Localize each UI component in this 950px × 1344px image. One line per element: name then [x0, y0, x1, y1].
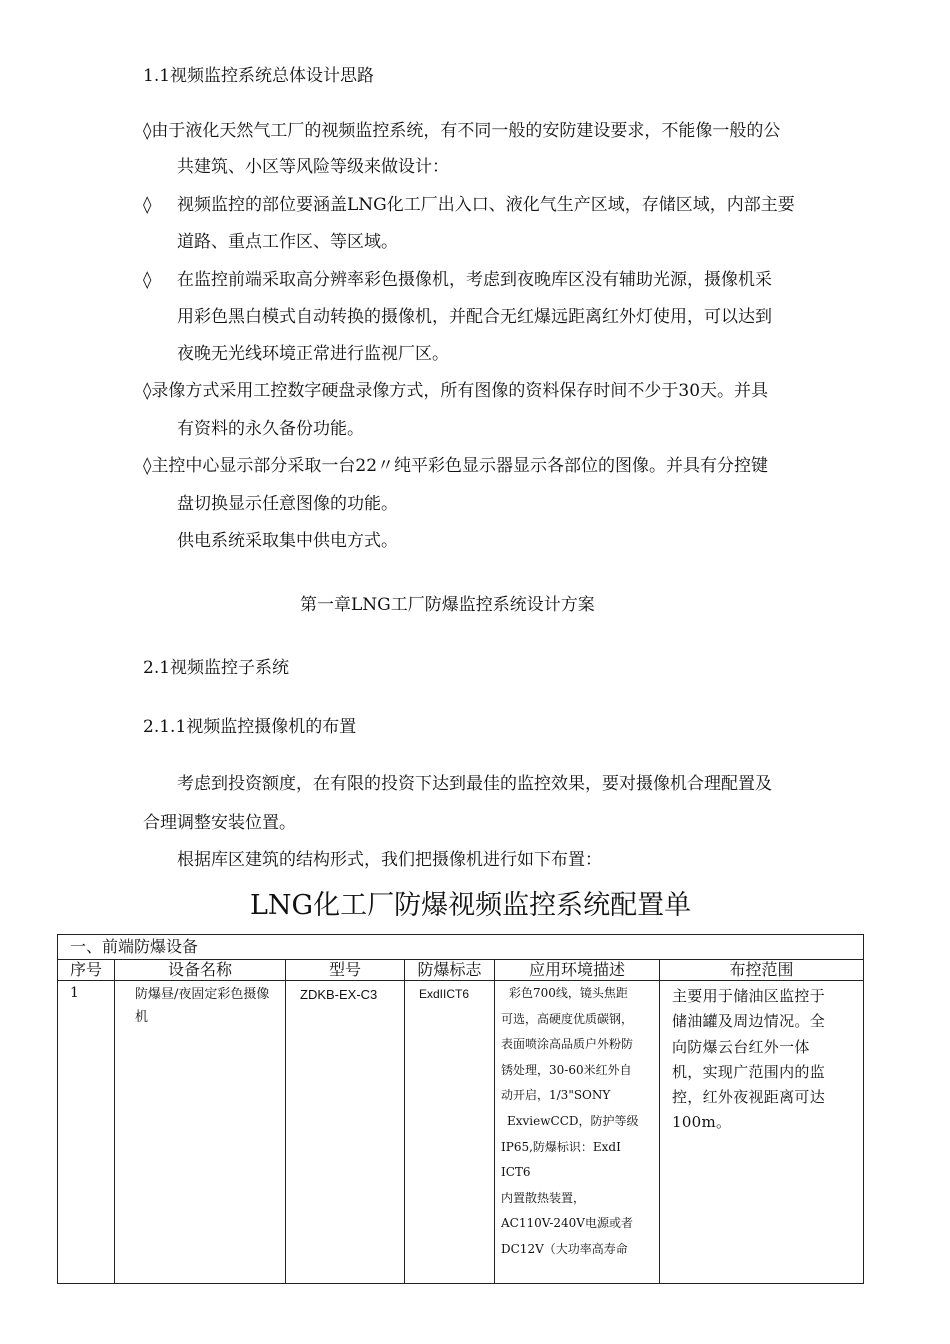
- bullet-diamond-icon: ◊: [143, 456, 152, 476]
- env-line: 内置散热装置，: [501, 1190, 586, 1205]
- power-supply-line: 供电系统采取集中供电方式。: [177, 531, 398, 551]
- env-line: 可选，高硬度优质碳钢，: [501, 1011, 634, 1026]
- paragraph-1: 考虑到投资额度，在有限的投资下达到最佳的监控效果，要对摄像机合理配置及: [177, 774, 772, 794]
- table-row: [58, 981, 864, 1284]
- device-name-line: 防爆昼/夜固定彩色摄像: [135, 987, 270, 1002]
- range-line: 100m。: [672, 1113, 732, 1132]
- env-line: IP65,防爆标识：ExdI: [501, 1139, 621, 1154]
- bullet-item-1: [143, 121, 780, 141]
- bullet-diamond-icon: ◊: [143, 195, 152, 215]
- bullet-item-2-cont: 道路、重点工作区、等区域。: [177, 232, 398, 252]
- column-header-range: 布控范围: [660, 960, 864, 981]
- cell-model: ZDKB-EX-C3: [286, 981, 405, 1284]
- bullet-item-4-cont: 有资料的永久备份功能。: [177, 419, 364, 439]
- range-line: 控，红外夜视距离可达: [672, 1088, 826, 1107]
- bullet-item-1-cont: 共建筑、小区等风险等级来做设计：: [177, 157, 449, 177]
- column-header-mark: 防爆标志: [405, 960, 495, 981]
- bullet-text-line: 录像方式采用工控数字硬盘录像方式，所有图像的资料保存时间不少于30天。并具: [151, 381, 769, 401]
- bullet-text-line: 主控中心显示部分采取一台22〃纯平彩色显示器显示各部位的图像。并具有分控键: [151, 456, 769, 476]
- device-name-line: 机: [135, 1010, 149, 1025]
- column-header-seq: 序号: [58, 960, 115, 981]
- bullet-diamond-icon: ◊: [143, 121, 152, 141]
- column-header-name: 设备名称: [115, 960, 286, 981]
- env-line: 彩色700线，镜头焦距: [509, 986, 628, 1000]
- cell-device-name: [115, 981, 286, 1284]
- env-line: ExviewCCD，防护等级: [507, 1113, 639, 1128]
- column-header-model: 型号: [286, 960, 405, 981]
- bullet-item-2: 视频监控的部位要涵盖LNG化工厂出入口、液化气生产区域，存储区域，内部主要: [177, 195, 795, 215]
- env-line: AC110V-240V电源或者: [501, 1216, 633, 1231]
- range-line: 主要用于储油区监控于: [672, 987, 826, 1005]
- table-title: LNG化工厂防爆视频监控系统配置单: [250, 890, 692, 921]
- range-line: 储油罐及周边情况。全: [672, 1012, 826, 1031]
- section-heading-2-1-1: 2.1.1视频监控摄像机的布置: [143, 717, 357, 737]
- paragraph-1-cont: 合理调整安装位置。: [143, 813, 296, 833]
- table-section-row: [58, 935, 864, 960]
- chapter-title: 第一章LNG工厂防爆监控系统设计方案: [300, 595, 595, 615]
- table-header-row: [58, 960, 864, 981]
- bullet-item-4: [143, 381, 768, 401]
- env-line: 表面喷涂高品质户外粉防: [501, 1037, 634, 1052]
- section-heading-1-1: 1.1视频监控系统总体设计思路: [143, 66, 375, 86]
- bullet-text-line: 由于液化天然气工厂的视频监控系统，有不同一般的安防建设要求，不能像一般的公: [151, 121, 781, 141]
- cell-environment: [495, 981, 660, 1284]
- bullet-item-3-cont2: 夜晚无光线环境正常进行监视厂区。: [177, 344, 449, 364]
- env-line: 动开启，1/3"SONY: [501, 1088, 611, 1103]
- bullet-item-5-cont: 盘切换显示任意图像的功能。: [177, 494, 398, 514]
- column-header-env: 应用环境描述: [495, 960, 660, 981]
- bullet-item-3: 在监控前端采取高分辨率彩色摄像机，考虑到夜晚库区没有辅助光源，摄像机采: [177, 270, 772, 290]
- bullet-diamond-icon: ◊: [143, 270, 152, 290]
- range-line: 机，实现广范围内的监: [672, 1062, 826, 1081]
- config-table: [57, 934, 864, 1284]
- env-line: 锈处理，30-60米红外自: [501, 1062, 632, 1077]
- env-line: DC12V（大功率高寿命: [501, 1241, 628, 1256]
- table-section-label: 一、前端防爆设备: [58, 935, 864, 960]
- cell-seq: 1: [58, 981, 115, 1284]
- bullet-item-5: [143, 456, 768, 476]
- cell-coverage-range: [660, 981, 864, 1284]
- section-heading-2-1: 2.1视频监控子系统: [143, 658, 290, 678]
- bullet-diamond-icon: ◊: [143, 381, 152, 401]
- env-line: ICT6: [501, 1165, 531, 1180]
- range-line: 向防爆云台红外一体: [672, 1037, 810, 1056]
- paragraph-2: 根据库区建筑的结构形式，我们把摄像机进行如下布置：: [177, 850, 602, 870]
- cell-explosion-mark: ExdIICT6: [405, 981, 495, 1284]
- bullet-item-3-cont: 用彩色黑白模式自动转换的摄像机，并配合无红爆远距离红外灯使用，可以达到: [177, 307, 772, 327]
